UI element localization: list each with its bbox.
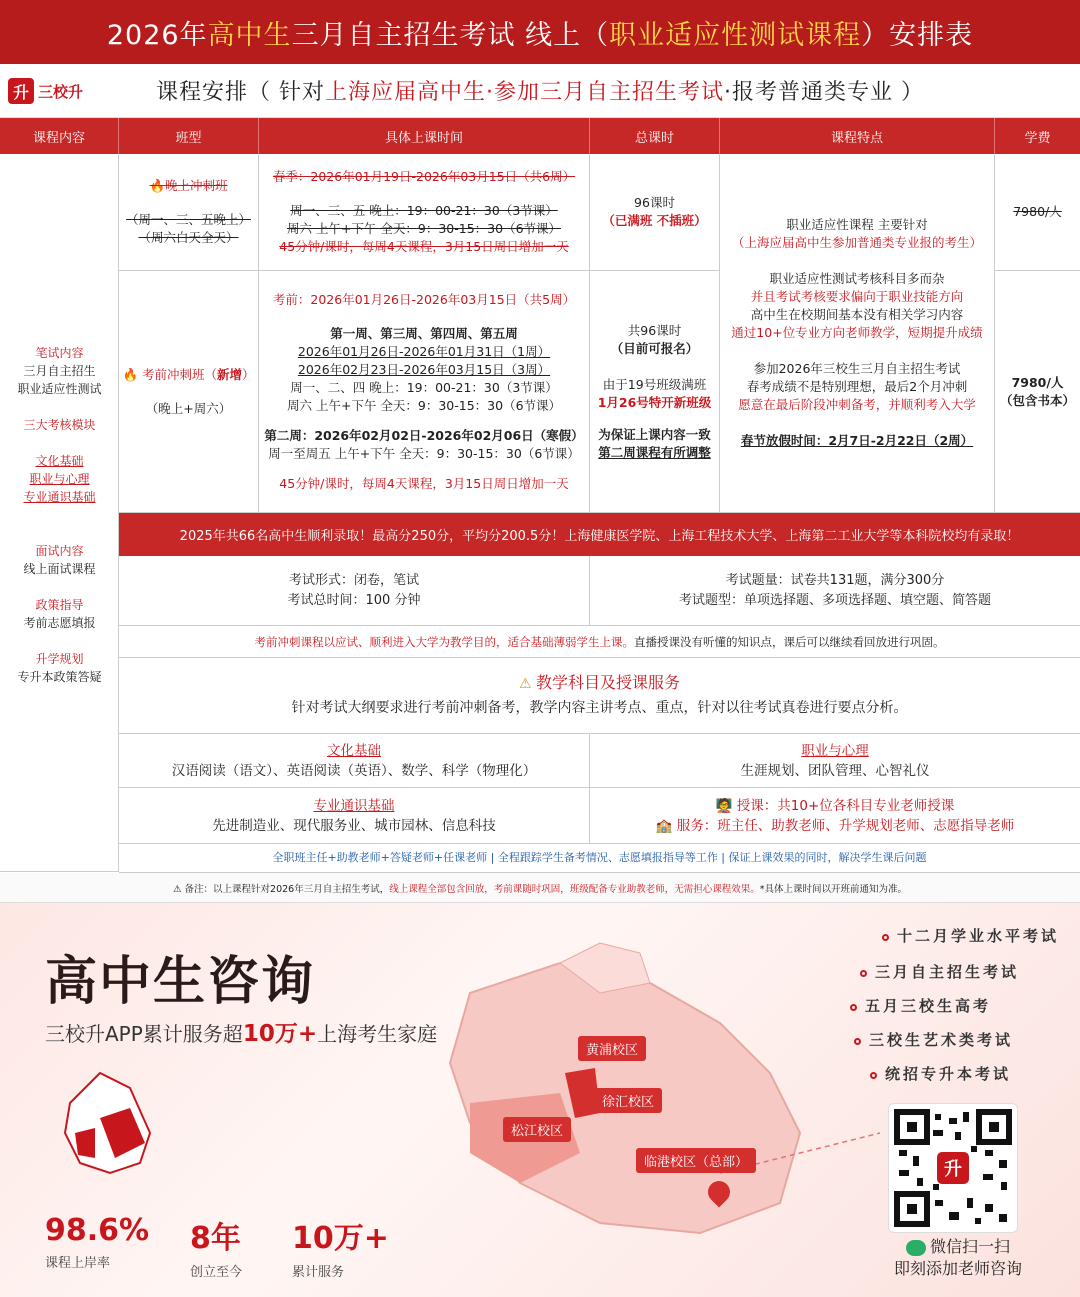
time-title: 考前：2026年01月26日-2026年03月15日（共5周） xyxy=(272,291,576,307)
policy-item: 考前志愿填报 xyxy=(23,616,96,630)
row2-hours xyxy=(590,271,720,513)
subhead-highlight: 上海应届高中生·参加三月自主招生考试 xyxy=(325,80,724,105)
stat-number: 8年 xyxy=(190,1221,241,1256)
subjects-desc: 针对考试大纲要求进行考前冲刺备考，教学内容主讲考点、重点，针对以往考试真卷进行要点分析。 xyxy=(291,700,908,716)
logo-text: 三校升 xyxy=(38,82,84,101)
fee-note: （包含书本） xyxy=(999,392,1075,408)
banner-highlight: 职业适应性测试课程 xyxy=(609,19,862,51)
exam-line: 考试题量：试卷共131题，满分300分 xyxy=(725,572,945,588)
time-line: 45分钟/课时，每周4天课程，3月15日周日增加一天 xyxy=(279,475,569,491)
teaching-services xyxy=(590,788,1080,844)
time-line: 周一、三、五 晚上：19：00-21：30（3节课） xyxy=(290,203,558,218)
subject-culture xyxy=(119,734,590,788)
remark-note xyxy=(0,873,1080,903)
header-hours: 总课时 xyxy=(590,118,720,154)
banner-text: 2026年 xyxy=(106,19,208,51)
row1-time xyxy=(259,154,590,271)
exam-line: 考试总时间：100 分钟 xyxy=(287,592,421,608)
mini-map-highlight xyxy=(75,1128,95,1158)
remark-red: 考前冲刺课程以应试、顺利进入大学为教学目的，适合基础薄弱学生上课。 xyxy=(254,634,634,649)
feature-line: （上海应届高中生参加普通类专业报的考生） xyxy=(731,235,982,250)
exam-questions xyxy=(590,556,1080,626)
stat-served xyxy=(292,1213,389,1280)
stat-number: 98.6% xyxy=(45,1213,150,1248)
subject-professional xyxy=(119,788,590,844)
time-line: 2026年02月23日-2026年03月15日（3周） xyxy=(297,361,551,377)
campus-lingang: 临港校区（总部） xyxy=(636,1148,756,1173)
service-line: 服务：班主任、助教老师、升学规划老师、志愿指导老师 xyxy=(676,817,1015,834)
fee: 7980/人 xyxy=(1011,374,1064,390)
header-time: 具体上课时间 xyxy=(259,118,590,154)
stat-years xyxy=(190,1213,242,1280)
promo-subtitle xyxy=(45,1015,437,1048)
class-time: （周六白天全天） xyxy=(138,230,239,245)
interview-title: 面试内容 xyxy=(35,544,84,558)
time-line: 周一至周五 上午+下午 全天：9：30-15：30（6节课） xyxy=(268,445,580,461)
row1-fee xyxy=(995,154,1080,271)
row2-fee xyxy=(995,271,1080,513)
service-summary: 全职班主任+助教老师+答疑老师+任课老师 | 全程跟踪学生备考情况、志愿填报指导等工作 | 保证上课效果的同时，解决学生课后问题 xyxy=(119,844,1080,873)
row2-class xyxy=(119,271,259,513)
dot-icon xyxy=(882,934,889,941)
stat-label: 课程上岸率 xyxy=(45,1256,111,1271)
subjects-section xyxy=(119,658,1080,734)
subject-items: 汉语阅读（语文）、英语阅读（英语）、数学、科学（物理化） xyxy=(171,762,537,779)
dot-icon xyxy=(860,970,867,977)
subject-career xyxy=(590,734,1080,788)
header-fee: 学费 xyxy=(995,118,1080,154)
time-line: 2026年01月26日-2026年01月31日（1周） xyxy=(297,343,551,359)
time-line: 周六 上午+下午 全天：9：30-15：30（6节课） xyxy=(286,397,562,413)
brand-logo xyxy=(8,78,83,104)
note-red: 线上课程全部包含回放，考前课随时巩固，班级配备专业助教老师，无需担心课程效果。 xyxy=(389,883,760,895)
banner-highlight: 高中生 xyxy=(207,19,292,51)
stat-number: 10万+ xyxy=(292,1221,389,1256)
course-remark xyxy=(119,626,1080,658)
campus-huangpu: 黄浦校区 xyxy=(578,1036,646,1061)
subhead-pre: 课程安排（ 针对 xyxy=(156,80,325,105)
hours-note: （目前可报名） xyxy=(610,340,699,356)
school-icon: 🏫 xyxy=(655,817,673,834)
subject-title: 专业通识基础 xyxy=(313,797,395,814)
exam-format xyxy=(119,556,590,626)
written-item: 职业适应性测试 xyxy=(17,382,102,396)
feature-line: 职业适应性课程 主要针对 xyxy=(786,217,928,232)
time-weeks: 第一周、第三周、第四周、第五周 xyxy=(330,325,518,341)
wechat-icon xyxy=(906,1240,926,1256)
policy-title: 政策指导 xyxy=(35,598,84,612)
wechat-qr-code[interactable] xyxy=(888,1103,1018,1233)
hours: 共96课时 xyxy=(627,322,682,338)
banner-text: ）安排表 xyxy=(861,19,974,51)
remark-text: 直播授课没有听懂的知识点，课后可以继续看回放进行巩固。 xyxy=(634,634,945,649)
exam-item xyxy=(870,1063,1011,1084)
content-column xyxy=(0,154,119,872)
module-item: 职业与心理 xyxy=(29,472,90,486)
header-class: 班型 xyxy=(119,118,259,154)
wechat-text: 微信扫一扫 xyxy=(929,1237,1010,1256)
dot-icon xyxy=(854,1038,861,1045)
logo-mark: 升 xyxy=(8,78,34,104)
header-content: 课程内容 xyxy=(0,118,119,154)
teacher-line: 授课：共10+位各科目专业老师授课 xyxy=(736,797,955,814)
feature-line: 职业适应性测试考核科目多而杂 xyxy=(769,271,945,286)
hours-note: （已满班 不插班） xyxy=(602,213,707,228)
hours-note: 第二周课程有所调整 xyxy=(598,444,711,460)
promo-sub-num: 10万+ xyxy=(242,1021,318,1047)
subject-items: 先进制造业、现代服务业、城市园林、信息科技 xyxy=(212,817,496,834)
plan-title: 升学规划 xyxy=(35,652,84,666)
row1-class xyxy=(119,154,259,271)
stat-label: 累计服务 xyxy=(292,1265,345,1280)
subhead-post: ·报考普通类专业 ） xyxy=(724,80,924,105)
feature-line: 春考成绩不是特别理想，最后2个月冲刺 xyxy=(746,379,968,394)
promo-title: 高中生咨询 xyxy=(45,952,316,1012)
dot-icon xyxy=(850,1004,857,1011)
class-time: （周一、三、五晚上） xyxy=(125,212,251,227)
time-weeks: 第二周：2026年02月02日-2026年02月06日（寒假） xyxy=(264,427,584,443)
subjects-title: 教学科目及授课服务 xyxy=(536,673,681,692)
campus-songjiang: 松江校区 xyxy=(503,1117,571,1142)
exam-label: 统招专升本考试 xyxy=(885,1065,1012,1083)
page-banner xyxy=(0,0,1080,64)
course-features xyxy=(720,154,995,513)
exam-label: 十二月学业水平考试 xyxy=(897,927,1060,945)
hours-note: 1月26号特开新班级 xyxy=(597,394,712,410)
feature-line: 参加2026年三校生三月自主招生考试 xyxy=(753,361,961,376)
note-text: ⚠ 备注：以上课程针对2026年三月自主招生考试， xyxy=(173,883,390,895)
consult-promo xyxy=(0,903,1080,1297)
wechat-cta xyxy=(893,1236,1023,1280)
exam-item xyxy=(854,1029,1013,1050)
feature-line: 高中生在校期间基本没有相关学习内容 xyxy=(750,307,964,322)
row1-hours xyxy=(590,154,720,271)
wechat-text: 即刻添加老师咨询 xyxy=(893,1259,1022,1278)
exam-item xyxy=(850,995,991,1016)
time-line: 周六 上午+下午 全天：9：30-15：30（6节课） xyxy=(286,221,562,236)
new-badge: 新增 xyxy=(217,366,243,382)
exam-label: 五月三校生高考 xyxy=(865,997,992,1015)
interview-item: 线上面试课程 xyxy=(23,562,96,576)
exam-item xyxy=(882,925,1059,946)
module-item: 文化基础 xyxy=(35,454,84,468)
exam-label: 三校生艺术类考试 xyxy=(869,1031,1014,1049)
time-line: 周一、二、四 晚上：19：00-21：30（3节课） xyxy=(290,379,558,395)
feature-line: 通过10+位专业方向老师教学，短期提升成绩 xyxy=(731,325,983,340)
campus-xuhui: 徐汇校区 xyxy=(594,1088,662,1113)
exam-line: 考试形式：闭卷，笔试 xyxy=(288,572,419,588)
exam-line: 考试题型：单项选择题、多项选择题、填空题、简答题 xyxy=(678,592,991,608)
exam-item xyxy=(860,961,1019,982)
schedule-subhead xyxy=(0,64,1080,118)
class-name: 🔥晚上冲刺班 xyxy=(149,178,228,193)
dot-icon xyxy=(870,1072,877,1079)
admission-results-bar: 2025年共66名高中生顺利录取！最高分250分，平均分200.5分！上海健康医学院、上海工程技术大学、上海第二工业大学等本科院校均有录取！ xyxy=(119,513,1080,556)
fee: 7980/人 xyxy=(1013,204,1062,219)
exam-label: 三月自主招生考试 xyxy=(875,963,1020,981)
modules-title: 三大考核模块 xyxy=(23,418,96,432)
header-features: 课程特点 xyxy=(720,118,995,154)
feature-line: 愿意在最后阶段冲刺备考，并顺利考入大学 xyxy=(738,397,976,412)
hours: 96课时 xyxy=(634,195,675,210)
teacher-icon: 🧑‍🏫 xyxy=(715,797,733,814)
class-time: （晚上+周六） xyxy=(145,400,232,416)
module-item: 专业通识基础 xyxy=(23,490,96,504)
holiday-note: 春节放假时间：2月7日-2月22日（2周） xyxy=(740,433,974,448)
hours-note: 为保证上课内容一致 xyxy=(598,426,711,442)
feature-line: 并且考试考核要求偏向于职业技能方向 xyxy=(750,289,964,304)
time-title: 春季：2026年01月19日-2026年03月15日（共6周） xyxy=(272,169,576,184)
subhead-title xyxy=(0,75,1080,106)
promo-sub-text: 三校升APP累计服务超 xyxy=(45,1022,243,1046)
class-name: ） xyxy=(242,366,255,382)
row2-time xyxy=(259,271,590,513)
stat-pass-rate xyxy=(45,1213,149,1271)
written-title: 笔试内容 xyxy=(35,346,84,360)
hours-note: 由于19号班级满班 xyxy=(602,376,707,392)
time-line: 45分钟/课时，每周4天课程，3月15日周日增加一天 xyxy=(279,239,569,254)
promo-sub-text: 上海考生家庭 xyxy=(317,1022,438,1046)
plan-item: 专升本政策答疑 xyxy=(17,670,102,684)
note-text: *具体上课时间以开班前通知为准。 xyxy=(759,883,907,895)
subject-items: 生涯规划、团队管理、心智礼仪 xyxy=(740,762,930,779)
subject-title: 文化基础 xyxy=(327,742,381,759)
warning-icon: ⚠ xyxy=(518,676,532,692)
banner-text: 三月自主招生考试 线上（ xyxy=(291,19,610,51)
subject-title: 职业与心理 xyxy=(801,742,869,759)
stat-label: 创立至今 xyxy=(190,1265,243,1280)
class-name: 🔥 考前冲刺班（ xyxy=(122,366,217,382)
qr-logo: 升 xyxy=(944,1159,962,1180)
written-item: 三月自主招生 xyxy=(23,364,96,378)
